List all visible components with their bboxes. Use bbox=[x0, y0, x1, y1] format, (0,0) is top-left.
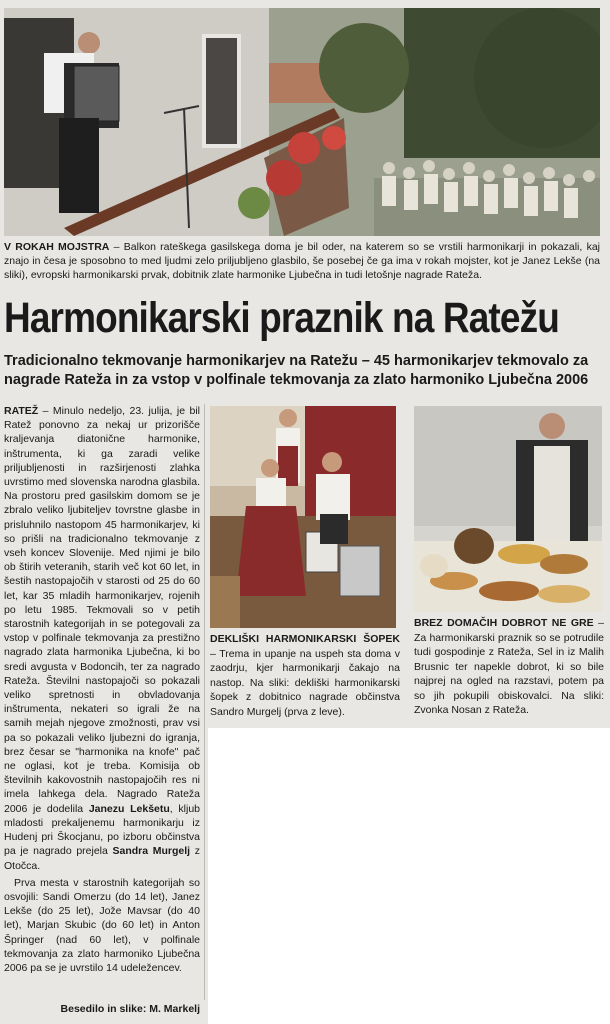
column-divider bbox=[204, 404, 205, 1000]
girls-accordion-photo bbox=[210, 406, 396, 628]
subheadline: Tradicionalno tekmovanje harmonikarjev na Ratežu – 45 harmonikarjev tekmovalo za nagrade Rateža in za vstop v polfinale tekmovanja za zlato harmoniko Ljubečna 2006 bbox=[4, 353, 589, 388]
byline: Besedilo in slike: M. Markelj bbox=[60, 1003, 200, 1015]
article-body bbox=[4, 404, 200, 1000]
article-paragraph: Prva mesta v starostnih kategorijah so osvojili: Sandi Omerzu (do 14 let), Janez Lekše (do 25 let), Jože Mavsar (do 40 let), Marjan Skubic (do 60 let) in Anton Špringer (nad 60 let), v polfinale tekmovanja za zlato harmoniko Ljubečna 2006 pa se je uvrstilo 14 udeležencev. bbox=[4, 876, 200, 974]
caption-kicker: V ROKAH MOJSTRA bbox=[4, 241, 110, 253]
top-photo-caption bbox=[4, 240, 600, 282]
dateline: RATEŽ bbox=[4, 405, 39, 417]
baked-goods-photo bbox=[414, 406, 602, 612]
blank-area bbox=[412, 728, 610, 1024]
blank-area bbox=[208, 728, 412, 1024]
article-text: , kljub mladosti prekaljenemu harmonikarju iz Hudenj pri Škocjanu, po izboru občinstva pa je nagrado prejela bbox=[4, 802, 200, 858]
winner-name: Janezu Lekšetu bbox=[88, 802, 170, 815]
article-text: z Otočca. bbox=[4, 845, 200, 872]
main-photo bbox=[4, 8, 600, 236]
audience-winner-name: Sandra Murgelj bbox=[112, 845, 191, 858]
right-photo-caption bbox=[414, 616, 604, 718]
headline: Harmonikarski praznik na Ratežu bbox=[4, 294, 559, 342]
left-photo-caption bbox=[210, 632, 400, 719]
caption-text: – Za harmonikarski praznik so se potrudile tudi gospodinje z Rateža, Sel in iz Malih Brusnic ter napekle dobrot, ki so bile najprej na ogled na razstavi, potem pa so jih pokupili obiskovalci. Na sliki: Zvonka Nosan z Rateža. bbox=[414, 617, 604, 716]
article-text: – Minulo nedeljo, 23. julija, je bil Ratež ponovno za nekaj ur prizorišče kraljevanja diatonične harmonike, inštrumenta, ki ga zaradi velike priljubljenosti in razširjenosti zlahka uvrstimo med slovenska narodna glasbila. Na prostoru pred gasilskim domom se je zbralo veliko ljubiteljev tovrstne glasbe in prisluhnilo nastopom 45 harmonikarjev, ki so prišli na tradicionalno tekmovanje z vseh koncev Slovenije. Med njimi je bilo ob štirih veteranih, starih več kot 60 let, in šestih nastopajočih v starosti od 25 do 60 let, kar 35 mladih harmonikarjev, rojenih po letu 1985. Tekmovali so v petih starostnih kategorijah in se potegovali za vstop v polfinale tekmovanja za prestižno nagrado zlata harmonika Ljubečna, ki bo sredi avgusta v Bodoncih, ter za nagrado Rateža. Številni nastopajoči so pokazali veliko spretnosti in obvladovanja inštrumenta, nekateri so igrali že na samih mejah njegove zmožnosti, prav vsi pa so pokazali veliko ljubezni do igranja, brez česar se "harmonika na knofe" pač ne oglasi, kot je treba. Komisija ob številnih kakovostnih nastopajočih res ni imela lahkega dela. Nagrado Rateža 2006 je dodelila bbox=[4, 405, 200, 815]
article-paragraph bbox=[4, 404, 200, 873]
caption-text: – Trema in upanje na uspeh sta doma v zaodrju, kjer harmonikarji čakajo na nastop. Na sliki: dekliški harmonikarski šopek z dobitnico nagrade občinstva Sandro Murgelj (prva z leve). bbox=[210, 647, 400, 718]
caption-kicker: DEKLIŠKI HARMONIKARSKI ŠOPEK bbox=[210, 633, 400, 645]
caption-text: – Balkon rateškega gasilskega doma je bil oder, na katerem so se vrstili harmonikarji in pokazali, kaj znajo in česa je sposobno to med ljudmi zelo priljubljeno glasbilo, še posebej če ga ima v rokah mojster, kot je Janez Lekše (na sliki), evropski harmonikarski prvak, dobitnik zlate harmonike Ljubečna in tudi letošnje nagrade Rateža. bbox=[4, 241, 600, 281]
caption-kicker: BREZ DOMAČIH DOBROT NE GRE bbox=[414, 617, 594, 629]
